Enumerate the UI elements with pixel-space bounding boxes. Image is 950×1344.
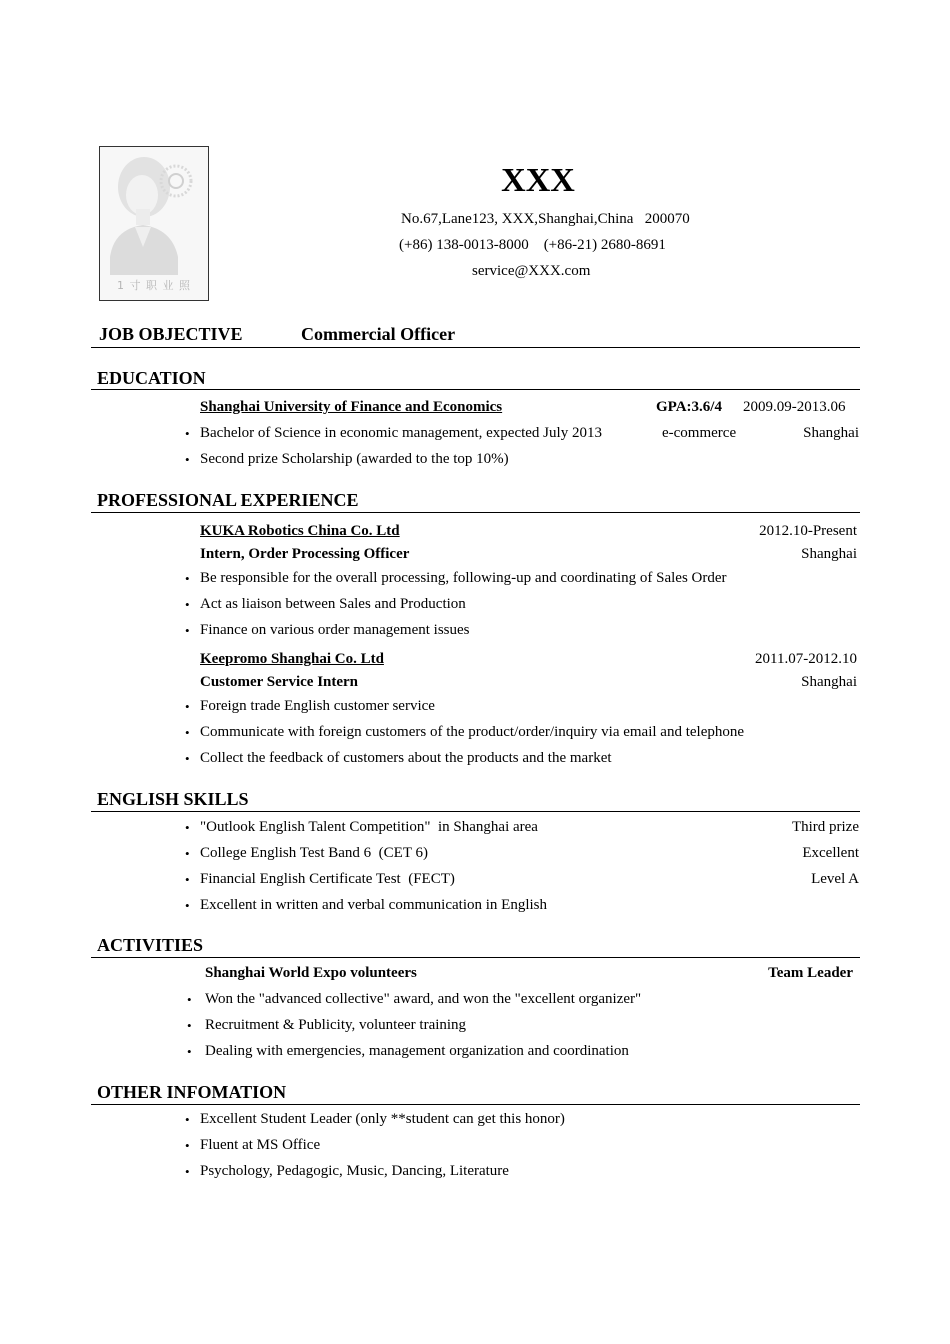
job-duty: Act as liaison between Sales and Production bbox=[200, 596, 466, 612]
bullet: • bbox=[185, 898, 190, 913]
english-result: Level A bbox=[811, 871, 859, 887]
job-location: Shanghai bbox=[801, 546, 857, 562]
job-duty: Collect the feedback of customers about the products and the market bbox=[200, 750, 612, 766]
bullet: • bbox=[185, 1164, 190, 1179]
job-duty: Communicate with foreign customers of the product/order/inquiry via email and telephone bbox=[200, 724, 745, 740]
divider bbox=[91, 347, 860, 348]
section-heading-english: ENGLISH SKILLS bbox=[97, 789, 249, 809]
section-heading-experience: PROFESSIONAL EXPERIENCE bbox=[97, 490, 359, 510]
activity-detail: Dealing with emergencies, management organization and coordination bbox=[205, 1043, 629, 1059]
bullet: • bbox=[185, 1112, 190, 1127]
divider bbox=[91, 811, 860, 812]
company-name: Keepromo Shanghai Co. Ltd bbox=[200, 651, 384, 667]
activity-detail: Won the "advanced collective" award, and won the "excellent organizer" bbox=[205, 991, 642, 1007]
english-result: Excellent bbox=[802, 845, 859, 861]
company-name: KUKA Robotics China Co. Ltd bbox=[200, 523, 400, 539]
activity-title: Shanghai World Expo volunteers bbox=[205, 965, 417, 981]
bullet: • bbox=[187, 1018, 192, 1033]
bullet: • bbox=[185, 452, 190, 467]
job-duty: Be responsible for the overall processing, following-up and coordinating of Sales Order bbox=[200, 570, 727, 586]
divider bbox=[91, 957, 860, 958]
job-dates: 2011.07-2012.10 bbox=[755, 651, 857, 667]
bullet: • bbox=[185, 820, 190, 835]
divider bbox=[91, 389, 860, 390]
job-role: Customer Service Intern bbox=[200, 674, 359, 690]
english-item: Financial English Certificate Test (FECT) bbox=[200, 871, 455, 887]
bullet: • bbox=[185, 751, 190, 766]
bullet: • bbox=[185, 872, 190, 887]
divider bbox=[91, 1104, 860, 1105]
bullet: • bbox=[185, 1138, 190, 1153]
english-item: Excellent in written and verbal communication in English bbox=[200, 897, 547, 913]
activity-role: Team Leader bbox=[768, 965, 853, 981]
phone-line: (+86) 138-0013-8000 (+86-21) 2680-8691 bbox=[399, 237, 666, 253]
education-location: Shanghai bbox=[803, 425, 859, 441]
section-heading-other: OTHER INFOMATION bbox=[97, 1082, 287, 1102]
english-item: "Outlook English Talent Competition" in Shanghai area bbox=[200, 819, 538, 835]
job-duty: Finance on various order management issues bbox=[200, 622, 470, 638]
school-name: Shanghai University of Finance and Economics bbox=[200, 399, 503, 415]
job-role: Intern, Order Processing Officer bbox=[200, 546, 410, 562]
bullet: • bbox=[185, 597, 190, 612]
profile-photo bbox=[99, 146, 209, 301]
email-line: service@XXX.com bbox=[472, 263, 591, 279]
job-objective-label: JOB OBJECTIVE bbox=[99, 324, 243, 344]
job-objective-value: Commercial Officer bbox=[301, 324, 456, 344]
address-line: No.67,Lane123, XXX,Shanghai,China 200070 bbox=[401, 211, 690, 227]
gpa: GPA:3.6/4 bbox=[656, 399, 722, 415]
bullet: • bbox=[185, 846, 190, 861]
bullet: • bbox=[187, 992, 192, 1007]
job-dates: 2012.10-Present bbox=[759, 523, 857, 539]
major-text: e-commerce bbox=[662, 425, 737, 441]
degree-text: Bachelor of Science in economic management, expected July 2013 bbox=[200, 425, 602, 441]
bullet: • bbox=[185, 725, 190, 740]
scholarship-text: Second prize Scholarship (awarded to the top 10%) bbox=[200, 451, 509, 467]
english-item: College English Test Band 6 (CET 6) bbox=[200, 845, 428, 861]
other-item: Fluent at MS Office bbox=[200, 1137, 321, 1153]
section-heading-activities: ACTIVITIES bbox=[97, 935, 204, 955]
section-heading-education: EDUCATION bbox=[97, 368, 206, 388]
job-duty: Foreign trade English customer service bbox=[200, 698, 435, 714]
divider bbox=[91, 512, 860, 513]
job-location: Shanghai bbox=[801, 674, 857, 690]
education-dates: 2009.09-2013.06 bbox=[743, 399, 846, 415]
other-item: Excellent Student Leader (only **student can get this honor) bbox=[200, 1111, 565, 1127]
english-result: Third prize bbox=[791, 819, 859, 835]
bullet: • bbox=[185, 699, 190, 714]
bullet: • bbox=[185, 426, 190, 441]
photo-caption: 1 寸 职 业 照 bbox=[117, 279, 191, 292]
bullet: • bbox=[187, 1044, 192, 1059]
bullet: • bbox=[185, 623, 190, 638]
activity-detail: Recruitment & Publicity, volunteer training bbox=[205, 1017, 467, 1033]
bullet: • bbox=[185, 571, 190, 586]
candidate-name: XXX bbox=[501, 162, 575, 199]
other-item: Psychology, Pedagogic, Music, Dancing, Literature bbox=[200, 1163, 509, 1179]
